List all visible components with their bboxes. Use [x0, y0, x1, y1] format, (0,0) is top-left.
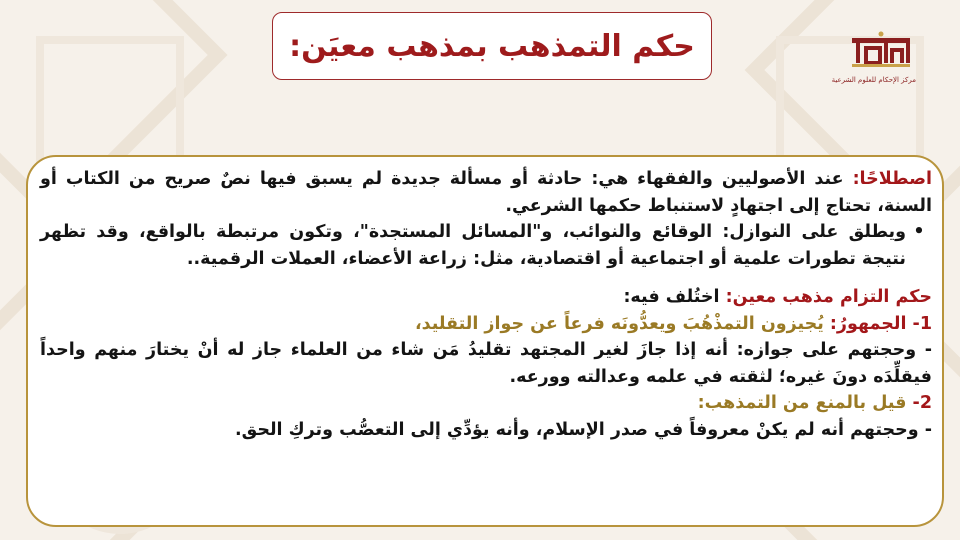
bullet-text: ويطلق على النوازل: الوقائع والنوائب، و"المسائل المستجدة"، وتكون مرتبطة بالواقع، وقد تظهر نتيجة تطورات علمية أو اجتماعية أو اقتصادية، مثل: زراعة الأعضاء، العملات الرقمية.. — [40, 222, 906, 269]
bullet-item — [40, 219, 932, 272]
ruling-paragraph — [40, 284, 932, 311]
definition-paragraph — [40, 166, 932, 219]
item-2-number: 2- — [906, 393, 932, 413]
logo — [831, 30, 916, 94]
item-2-proof: - وحجتهم أنه لم يكنْ معروفاً في صدر الإسلام، وأنه يؤدِّي إلى التعصُّب وتركِ الحق. — [234, 419, 932, 440]
title-box — [272, 12, 712, 80]
item-2-text: قيل بالمنع من التمذهب: — [697, 393, 907, 413]
definition-label: اصطلاحًا: — [852, 169, 932, 189]
ruling-text: اختُلف فيه: — [623, 287, 726, 307]
item-1-text: يُجيزون التمذْهُبَ ويعدُّونَه فرعاً عن جواز التقليد، — [414, 313, 824, 334]
definition-text: عند الأصوليين والفقهاء هي: حادثة أو مسألة جديدة لم يسبق فيها نصٌ صريح من الكتاب أو السنة، تحتاج إلى اجتهادٍ لاستنباط حكمها الشرعي. — [40, 169, 932, 216]
item-2 — [40, 390, 932, 417]
bullet-icon: • — [913, 222, 925, 242]
logo-subtitle: مركز الإحكام للعلوم الشرعية — [831, 76, 916, 84]
item-1 — [40, 311, 932, 338]
item-1-number: 1- الجمهورُ: — [823, 313, 932, 334]
logo-mark — [846, 30, 916, 70]
content — [40, 166, 932, 443]
page-title: حكم التمذهب بمذهب معيَن: — [289, 28, 695, 64]
item-1-proof: - وحجتهم على جوازه: أنه إذا جازَ لغير المجتهد تقليدُ مَن شاء من العلماء جاز له أنْ يختارَ منهم واحداً فيقلِّدَه دونَ غيره؛ لثقته في علمه وعدالته وورعه. — [40, 340, 932, 387]
ruling-label: حكم التزام مذهب معين: — [725, 287, 932, 307]
